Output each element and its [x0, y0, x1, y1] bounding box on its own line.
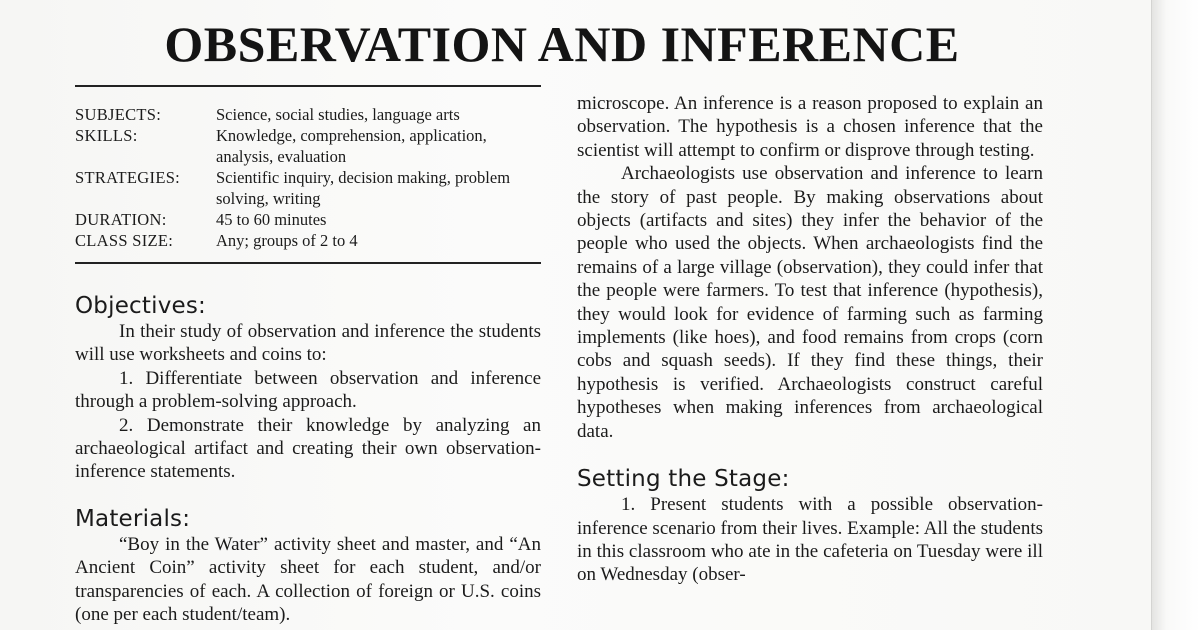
setting-stage-heading: Setting the Stage:	[577, 466, 790, 493]
meta-row-class-size	[75, 230, 541, 251]
observation-paragraph: microscope. An inference is a reason proposed to explain an observation. The hypothesis is a chosen inference that the scientist will attempt to confirm or disprove through testing.	[577, 93, 1043, 161]
meta-value: Science, social studies, language arts	[216, 105, 460, 124]
meta-value: Knowledge, comprehension, application, analysis, evaluation	[216, 126, 487, 166]
meta-label: DURATION:	[75, 210, 167, 229]
meta-value: 45 to 60 minutes	[216, 210, 327, 229]
right-column	[577, 92, 1043, 587]
materials-heading: Materials:	[75, 505, 191, 532]
meta-row-skills	[75, 125, 541, 167]
meta-value: Scientific inquiry, decision making, problem solving, writing	[216, 168, 511, 208]
left-column	[75, 292, 541, 626]
lesson-meta	[75, 104, 541, 251]
archaeologists-paragraph: Archaeologists use observation and inference to learn the story of past people. By making observations about objects (artifacts and sites) they infer the behavior of the people who used the objects. When archaeologists find the remains of a large village (observation), they could infer that the people were farmers. To test that inference (hypothesis), they would look for evidence of farming such as farming implements (like hoes), and food remains from crops (corn cobs and squash seeds). If they find these things, their hypothesis is verified. Archaeologists construct careful hypotheses when making inferences from archaeological data.	[577, 163, 1043, 442]
page-edge	[1151, 0, 1200, 630]
meta-divider	[75, 262, 541, 264]
meta-label: SKILLS:	[75, 126, 138, 145]
objectives-intro: In their study of observation and inference the students will use worksheets and coins to:	[75, 321, 541, 366]
setting-stage-text: 1. Present students with a possible observation-inference scenario from their lives. Example: All the students in this classroom who ate in the cafeteria on Tuesday were ill on Wednesday (obser-	[577, 494, 1043, 586]
objective-item: 1. Differentiate between observation and inference through a problem-solving approach.	[75, 367, 541, 413]
meta-row-subjects	[75, 104, 541, 125]
objectives-heading: Objectives:	[75, 293, 206, 319]
meta-label: SUBJECTS:	[75, 105, 162, 124]
meta-label: STRATEGIES:	[75, 168, 181, 187]
header-divider	[75, 85, 541, 87]
objective-item: 2. Demonstrate their knowledge by analyzing an archaeological artifact and creating their own observation-inference statements.	[75, 414, 541, 483]
meta-row-strategies	[75, 167, 541, 209]
materials-text: “Boy in the Water” activity sheet and master, and “An Ancient Coin” activity sheet for each student, and/or transparencies of each. A collection of foreign or U.S. coins (one per each student/team).	[75, 533, 541, 626]
meta-row-duration	[75, 209, 541, 230]
meta-label: CLASS SIZE:	[75, 231, 174, 250]
page-title: OBSERVATION AND INFERENCE	[164, 16, 960, 72]
meta-value: Any; groups of 2 to 4	[216, 231, 358, 250]
